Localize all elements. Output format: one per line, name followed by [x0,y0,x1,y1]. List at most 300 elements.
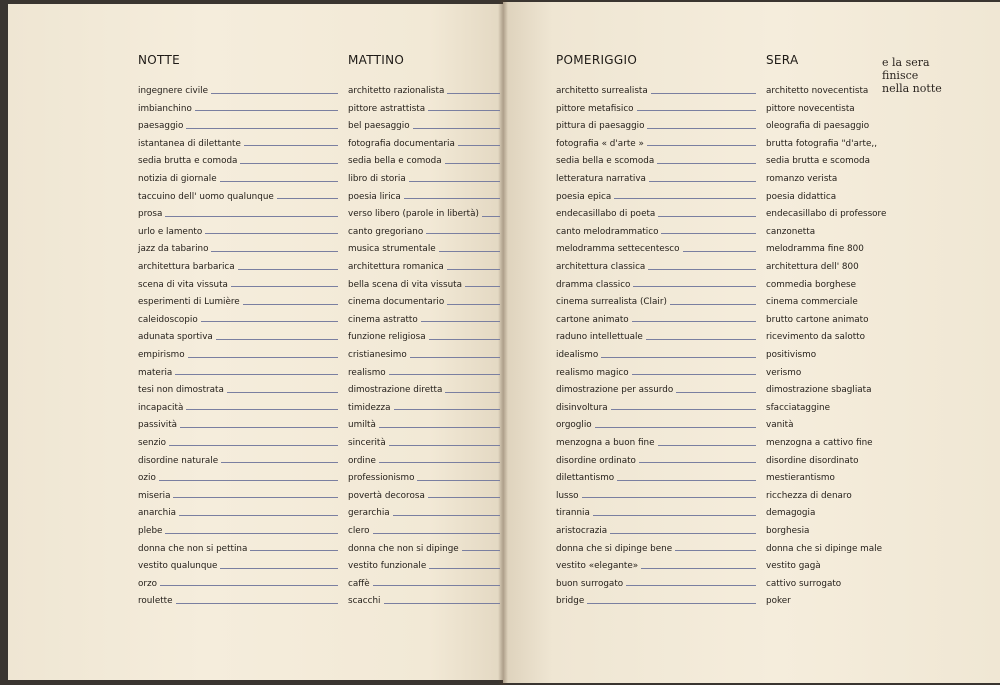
fill-line [626,585,756,586]
fill-line [447,93,500,94]
fill-line [238,269,338,270]
fill-line [445,163,500,164]
column-heading-mattino: MATTINO [348,53,405,67]
list-item-label: esperimenti di Lumière [138,297,240,308]
list-item-label: poesia lirica [348,191,401,202]
fill-line [211,93,338,94]
side-note [882,56,942,95]
list-item-label: sedia brutta e comoda [138,156,238,167]
list-item-label: donna che si dipinge bene [556,543,673,554]
list-item-label: dramma classico [556,279,631,290]
fill-line [243,304,338,305]
list-item [348,487,500,505]
fill-line [595,427,756,428]
fill-line [632,374,756,375]
list-item [556,381,756,399]
list-item [556,592,756,610]
fill-line [379,427,500,428]
list-item-label: empirismo [138,350,185,360]
list-item-label: miseria [138,490,171,501]
list-item-label: bridge [556,596,585,607]
list-item-label: plebe [138,526,163,536]
list-item [766,240,878,258]
list-item-label: scacchi [348,596,381,607]
list-item-label: orzo [138,578,157,589]
list-item [138,100,338,118]
list-item-label: disinvoltura [556,402,608,413]
list-item [138,135,338,153]
list-item-label: brutta fotografia "d'arte,, [766,138,878,149]
fill-line [639,462,756,463]
list-item [348,381,500,399]
fill-line [632,321,756,322]
list-item [138,346,338,364]
list-item-label: caleidoscopio [138,314,198,325]
list-item [556,152,756,170]
list-item [556,240,756,258]
fill-line [180,427,338,428]
list-item [556,504,756,522]
list-item [766,592,878,610]
list-item [556,170,756,188]
list-item-label: romanzo verista [766,174,838,184]
list-item-label: adunata sportiva [138,332,213,343]
list-item [766,575,878,593]
list-item-label: prosa [138,209,163,220]
list-item-label: libro di storia [348,174,406,184]
list-item-label: istantanea di dilettante [138,138,241,149]
fill-line [165,533,338,534]
list-item [766,504,878,522]
list-item [556,399,756,417]
list-item-label: ingegnere civile [138,86,209,96]
list-item-label: pittore astrattista [348,103,426,114]
list-item-label: pittore novecentista [766,103,855,114]
fill-line [611,409,756,410]
list-item-label: melodramma settecentesco [556,244,680,255]
fill-line [389,445,500,446]
list-item [348,399,500,417]
fill-line [165,216,338,217]
list-item [138,364,338,382]
list-item-label: architetto surrealista [556,86,648,96]
fill-line [220,181,338,182]
list-item [556,522,756,540]
fill-line [389,374,500,375]
fill-line [244,145,338,146]
fill-line [426,233,500,234]
fill-line [614,198,756,199]
list-item [556,575,756,593]
list-item-label: donna che si dipinge male [766,543,882,554]
fill-line [205,233,338,234]
fill-line [379,462,500,463]
list-item [766,170,878,188]
list-item-label: letteratura narrativa [556,174,646,184]
list-item [766,328,878,346]
fill-line [195,110,338,111]
fill-line [587,603,756,604]
list-item [348,364,500,382]
fill-line [384,603,500,604]
list-item [348,82,500,100]
list-item-label: cinema commerciale [766,297,858,308]
fill-line [429,339,500,340]
list-item [138,540,338,558]
list-item [766,469,878,487]
list-item-label: melodramma fine 800 [766,244,864,255]
list-item [348,293,500,311]
fill-line [186,409,338,410]
list-item-label: poker [766,596,791,607]
fill-line [277,198,338,199]
list-item-label: realismo magico [556,367,629,378]
list-item [766,258,878,276]
list-item [556,452,756,470]
list-item-label: cartone animato [556,314,629,325]
list-item [138,592,338,610]
list-item [348,504,500,522]
list-item [348,188,500,206]
list-item-label: architettura romanica [348,262,444,272]
list-item-label: funzione religiosa [348,332,426,343]
fill-line [211,251,338,252]
list-item [766,522,878,540]
fill-line [394,409,500,410]
list-item-label: dimostrazione diretta [348,385,443,396]
fill-line [582,497,756,498]
list-item-label: realismo [348,367,386,378]
list-item [766,399,878,417]
fill-line [410,357,500,358]
list-item [348,240,500,258]
list-item-label: disordine disordinato [766,455,859,466]
fill-line [373,533,501,534]
list-item-label: fotografia « d'arte » [556,138,644,149]
list-item [138,152,338,170]
fill-line [393,515,500,516]
list-item [138,381,338,399]
list-item [556,82,756,100]
list-item-label: paesaggio [138,121,184,132]
column-heading-sera: SERA [766,53,799,67]
list-item-label: mestierantismo [766,473,835,484]
list-item [138,170,338,188]
fill-line [447,304,500,305]
fill-line [409,181,500,182]
list-item-label: notizia di giornale [138,174,217,184]
fill-line [648,269,756,270]
fill-line [250,550,338,551]
list-item-label: oleografia di paesaggio [766,121,870,132]
fill-line [201,321,338,322]
fill-line [610,533,756,534]
list-item [766,452,878,470]
list-item [348,557,500,575]
fill-line [647,128,756,129]
side-note-line: finisce [882,69,919,82]
fill-line [221,462,338,463]
list-item-label: architetto razionalista [348,86,445,96]
fill-line [417,480,500,481]
list-item-label: tirannia [556,508,590,519]
list-item-label: disordine ordinato [556,455,636,466]
list-item-label: incapacità [138,402,184,413]
list-item [348,540,500,558]
fill-line [670,304,756,305]
list-item [766,276,878,294]
list-item-label: cristianesimo [348,350,407,360]
list-item-label: passività [138,420,178,431]
list-item-label: bel paesaggio [348,121,410,132]
fill-line [447,269,500,270]
list-item-label: cinema documentario [348,297,445,308]
fill-line [647,145,756,146]
list-item [766,135,878,153]
fill-line [465,286,500,287]
list-item-label: raduno intellettuale [556,332,643,343]
list-item-label: timidezza [348,402,391,413]
list-item [138,117,338,135]
list-item [138,328,338,346]
list-item-label: musica strumentale [348,244,436,255]
list-item [348,469,500,487]
list-item [138,434,338,452]
list-item [556,364,756,382]
list-item [348,416,500,434]
fill-line [676,392,756,393]
list-item-label: urlo e lamento [138,226,203,237]
list-item-label: jazz da tabarino [138,244,209,255]
list-item [348,170,500,188]
list-item [138,82,338,100]
fill-line [186,128,338,129]
list-item-label: vestito funzionale [348,561,427,572]
list-item [766,152,878,170]
fill-line [439,251,500,252]
list-item-label: sfacciataggine [766,402,831,413]
list-item-label: vanità [766,420,794,431]
fill-line [413,128,500,129]
column-heading-notte: NOTTE [138,53,180,67]
list-item [766,223,878,241]
fill-line [176,603,338,604]
list-item-label: cinema astratto [348,314,418,325]
fill-line [458,145,500,146]
list-item-label: scena di vita vissuta [138,279,228,290]
list-item [766,311,878,329]
fill-line [641,568,756,569]
list-item-label: canto melodrammatico [556,226,659,237]
list-item-label: dimostrazione per assurdo [556,385,674,396]
column-heading-pomeriggio: POMERIGGIO [556,53,638,67]
list-item-label: povertà decorosa [348,490,425,501]
fill-line [428,110,500,111]
fill-line [159,480,338,481]
list-item [348,346,500,364]
list-item [348,152,500,170]
fill-line [188,357,338,358]
fill-line [421,321,500,322]
fill-line [683,251,756,252]
fill-line [160,585,338,586]
list-item [348,522,500,540]
fill-line [617,480,756,481]
side-note-line: nella notte [882,82,942,95]
fill-line [661,233,756,234]
list-item-label: menzogna a cattivo fine [766,438,873,448]
list-item [348,135,500,153]
list-item [556,311,756,329]
list-item [348,434,500,452]
list-item-label: pittore metafisico [556,103,634,114]
list-item [138,575,338,593]
fill-line [445,392,500,393]
list-item [556,117,756,135]
list-item-label: vestito qualunque [138,561,218,572]
list-item [138,504,338,522]
list-item-label: materia [138,367,173,378]
list-item-label: architettura barbarica [138,262,235,272]
list-item [348,575,500,593]
fill-line [240,163,338,164]
list-item-label: canzonetta [766,226,816,237]
fill-line [675,550,756,551]
list-item [348,258,500,276]
list-item [556,135,756,153]
list-item-label: canto gregoriano [348,226,424,237]
list-item [348,311,500,329]
list-item-label: poesia epica [556,191,612,202]
list-item-label: dilettantismo [556,473,615,484]
list-item-label: donna che non si pettina [138,543,248,554]
side-note-line: e la sera [882,56,930,69]
list-item-label: donna che non si dipinge [348,543,459,554]
list-item [348,592,500,610]
list-item [766,364,878,382]
list-item-label: ricchezza di denaro [766,490,852,501]
list-item-label: anarchia [138,508,177,519]
fill-line [482,216,500,217]
list-item [138,522,338,540]
fill-line [428,497,500,498]
list-item-label: buon surrogato [556,578,624,589]
list-item [766,188,878,206]
list-item-label: imbianchino [138,103,192,114]
list-item-label: fotografia documentaria [348,138,455,149]
fill-line [646,339,756,340]
list-item-label: senzio [138,438,167,448]
list-item [556,434,756,452]
list-item-label: sincerità [348,438,386,448]
fill-line [462,550,500,551]
list-item-label: borghesia [766,526,810,536]
fill-line [179,515,338,516]
list-item-label: clero [348,526,370,536]
list-item-label: architetto novecentista [766,86,869,96]
list-item [766,434,878,452]
list-item [138,469,338,487]
fill-line [220,568,338,569]
list-item-label: bella scena di vita vissuta [348,279,463,290]
list-item [138,399,338,417]
list-item-label: commedia borghese [766,279,856,290]
list-item [348,223,500,241]
list-item [138,311,338,329]
list-item [138,452,338,470]
list-item-label: disordine naturale [138,455,219,466]
list-item [138,188,338,206]
list-item-label: ordine [348,455,376,466]
fill-line [658,216,756,217]
list-item-label: professionismo [348,473,415,484]
fill-line [373,585,500,586]
fill-line [231,286,338,287]
list-item-label: gerarchia [348,508,390,519]
list-item [766,540,882,558]
list-item-label: cinema surrealista (Clair) [556,297,667,308]
list-item [348,205,500,223]
list-item-label: architettura classica [556,262,646,272]
list-item [556,276,756,294]
list-item [348,452,500,470]
list-item-label: demagogia [766,508,816,519]
list-item [556,487,756,505]
list-item [138,240,338,258]
list-item [766,293,878,311]
list-item [556,540,756,558]
list-item-label: vestito gagà [766,561,821,572]
list-item [138,223,338,241]
list-item-label: lusso [556,490,579,501]
list-item-label: orgoglio [556,420,592,431]
list-item [766,381,878,399]
fill-line [175,374,338,375]
list-item [138,258,338,276]
list-item [766,557,878,575]
list-item [556,557,756,575]
list-item-label: ricevimento da salotto [766,332,865,343]
fill-line [651,93,756,94]
fill-line [649,181,756,182]
list-item [766,487,878,505]
list-item-label: idealismo [556,350,599,360]
list-item-label: menzogna a buon fine [556,438,655,448]
list-item [138,487,338,505]
list-item-label: taccuino dell' uomo qualunque [138,191,274,202]
list-item [556,258,756,276]
list-item [766,117,878,135]
list-item [556,416,756,434]
list-item [766,82,878,100]
list-item [556,205,756,223]
list-item-label: aristocrazia [556,526,608,536]
list-item [556,293,756,311]
list-item-label: architettura dell' 800 [766,262,859,272]
list-item [138,557,338,575]
fill-line [658,445,756,446]
list-item [138,293,338,311]
list-item [556,328,756,346]
list-item-label: roulette [138,596,173,607]
fill-line [227,392,338,393]
list-item [138,416,338,434]
list-item-label: umiltà [348,420,376,431]
fill-line [637,110,756,111]
list-item [348,328,500,346]
fill-line [633,286,756,287]
list-item-label: pittura di paesaggio [556,121,645,132]
